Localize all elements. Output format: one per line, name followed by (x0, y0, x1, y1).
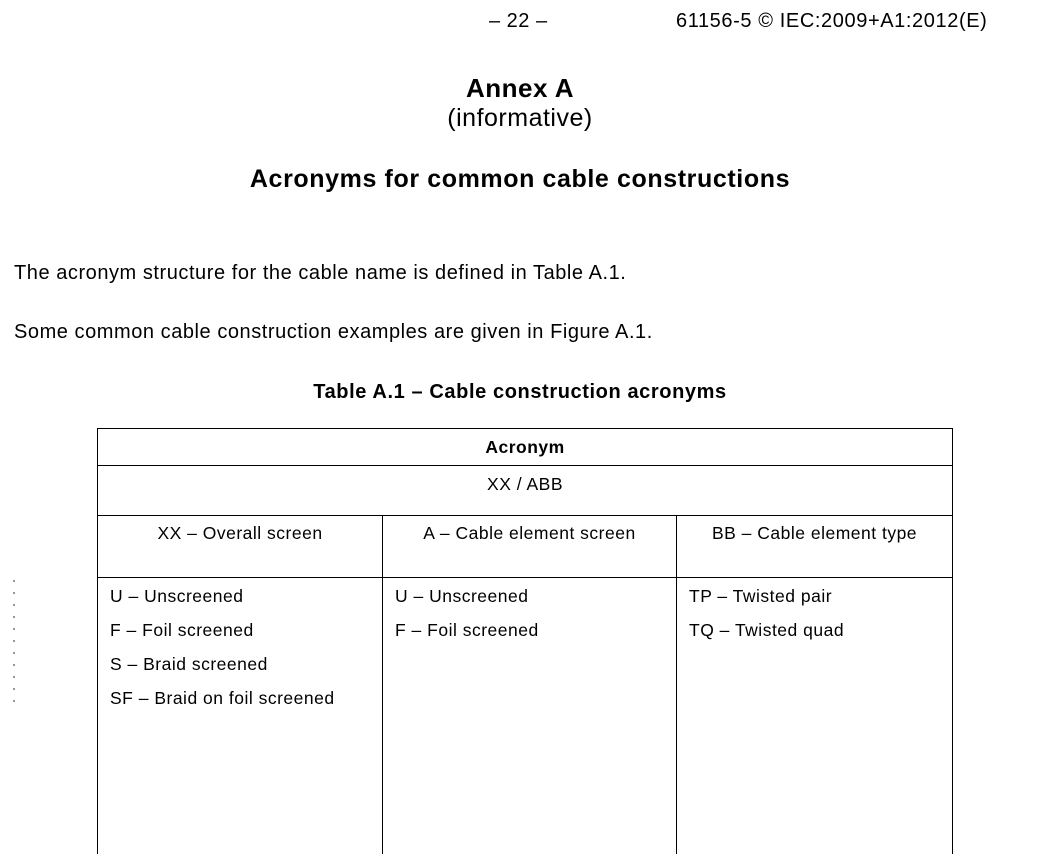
list-item: U – Unscreened (110, 586, 244, 606)
table-structure-cell: XX / ABB (98, 466, 953, 516)
standard-reference: 61156-5 © IEC:2009+A1:2012(E) (676, 10, 988, 32)
table-header-cell: Acronym (98, 429, 953, 466)
list-item: TP – Twisted pair (689, 586, 833, 606)
column-heading-element-type: BB – Cable element type (677, 516, 953, 578)
table-column-headings-row (98, 516, 953, 578)
annex-subtitle: (informative) (447, 104, 593, 132)
list-item: F – Foil screened (395, 620, 539, 640)
table-header-row (98, 429, 953, 466)
column-overall-screen (98, 578, 383, 855)
acronym-table (97, 428, 953, 854)
list-item: SF – Braid on foil screened (110, 688, 335, 708)
table-caption: Table A.1 – Cable construction acronyms (313, 381, 727, 403)
column-heading-element-screen: A – Cable element screen (383, 516, 677, 578)
column-heading-overall-screen: XX – Overall screen (98, 516, 383, 578)
column-element-type (677, 578, 953, 855)
page-number: – 22 – (489, 10, 548, 32)
paragraph-figure-reference: Some common cable construction examples are given in Figure A.1. (14, 321, 653, 343)
list-item: S – Braid screened (110, 654, 268, 674)
list-item: F – Foil screened (110, 620, 254, 640)
list-item: TQ – Twisted quad (689, 620, 845, 640)
list-item: U – Unscreened (395, 586, 529, 606)
paragraph-table-reference: The acronym structure for the cable name is defined in Table A.1. (14, 262, 627, 284)
annex-title: Annex A (466, 73, 574, 103)
table-body-row (98, 578, 953, 855)
table-structure-row (98, 466, 953, 516)
margin-change-marks (11, 580, 17, 720)
column-element-screen (383, 578, 677, 855)
section-title: Acronyms for common cable constructions (249, 165, 791, 193)
